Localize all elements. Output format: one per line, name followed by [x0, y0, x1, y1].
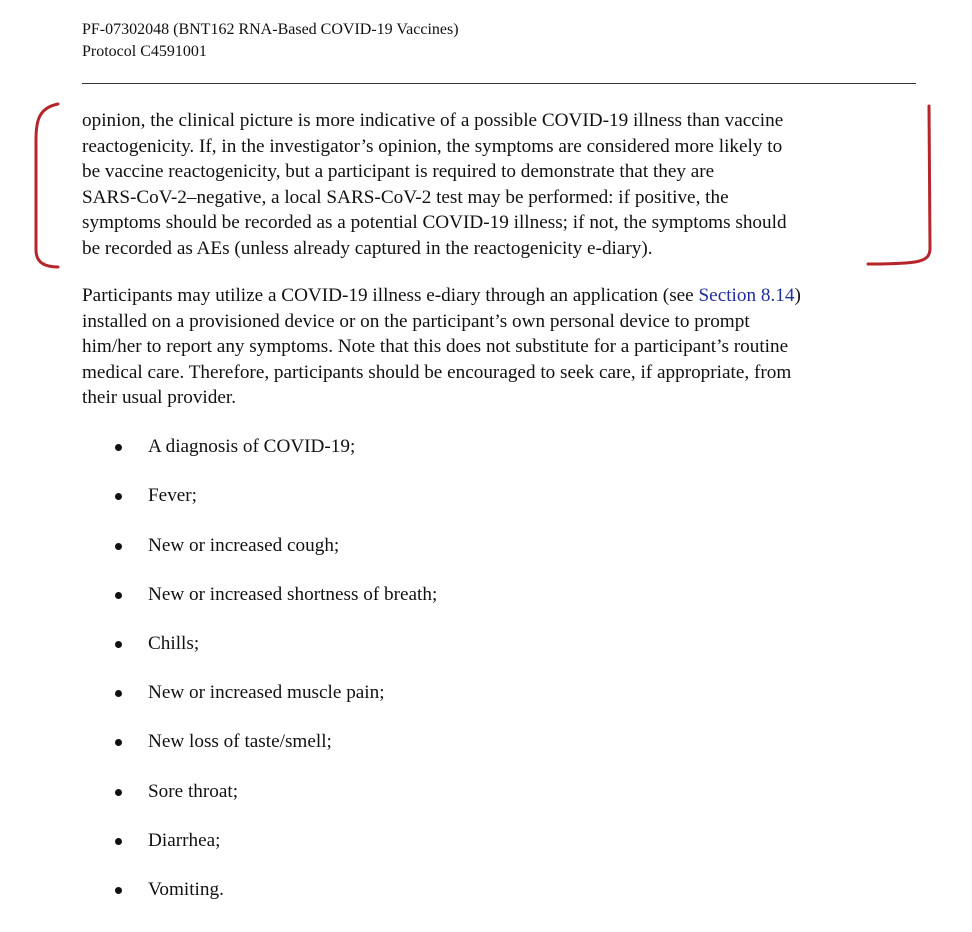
list-item-text: Fever; [148, 485, 198, 506]
paragraph-line: symptoms should be recorded as a potential COVID-19 illness; if not, the symptoms should [82, 212, 787, 234]
section-link[interactable]: Section 8.14 [698, 285, 795, 306]
ediary-paragraph [82, 283, 932, 411]
bullet-icon [115, 493, 122, 500]
bullet-icon [115, 789, 122, 796]
list-item-text: A diagnosis of COVID-19; [148, 436, 356, 457]
bullet-icon [115, 887, 122, 894]
paragraph-line: him/her to report any symptoms. Note that this does not substitute for a participant’s routine [82, 336, 789, 358]
list-item-text: Chills; [148, 633, 200, 654]
bullet-icon [115, 444, 122, 451]
paragraph-line: reactogenicity. If, in the investigator’s opinion, the symptoms are considered more likely to [82, 135, 783, 157]
paragraph-line: opinion, the clinical picture is more indicative of a possible COVID-19 illness than vaccine [82, 110, 784, 131]
list-item-text: New loss of taste/smell; [148, 731, 332, 752]
list-item-text: New or increased muscle pain; [148, 682, 385, 703]
paragraph-line: their usual provider. [82, 387, 236, 409]
paragraph-line: SARS-CoV-2–negative, a local SARS-CoV-2 test may be performed: if positive, the [82, 186, 729, 208]
bullet-icon [115, 838, 122, 845]
list-item-text: Vomiting. [148, 879, 224, 900]
bullet-icon [115, 739, 122, 746]
list-item-text: New or increased cough; [148, 535, 340, 556]
paragraph-line: be vaccine reactogenicity, but a participant is required to demonstrate that they are [82, 161, 715, 183]
paragraph-text: Participants may utilize a COVID-19 illness e-diary through an application (see [82, 285, 699, 306]
list-item-text: Diarrhea; [148, 830, 221, 851]
bullet-icon [115, 690, 122, 697]
list-item-text: Sore throat; [148, 781, 239, 802]
bullet-icon [115, 592, 122, 599]
header-product-line: PF-07302048 (BNT162 RNA-Based COVID-19 Vaccines) [82, 21, 459, 38]
paragraph-line: be recorded as AEs (unless already captured in the reactogenicity e-diary). [82, 237, 653, 259]
list-item-text: New or increased shortness of breath; [148, 584, 438, 605]
paragraph-line: medical care. Therefore, participants should be encouraged to seek care, if appropriate, from [82, 361, 792, 383]
highlighted-paragraph [82, 108, 932, 262]
header-divider [82, 83, 916, 84]
paragraph-line [82, 283, 932, 309]
paragraph-line: installed on a provisioned device or on the participant’s own personal device to prompt [82, 310, 750, 332]
header-protocol-line: Protocol C4591001 [82, 43, 207, 60]
left-bracket-mark [36, 104, 58, 267]
bullet-icon [115, 543, 122, 550]
paragraph-text: ) [794, 285, 801, 306]
bullet-icon [115, 641, 122, 648]
document-header [82, 19, 459, 63]
